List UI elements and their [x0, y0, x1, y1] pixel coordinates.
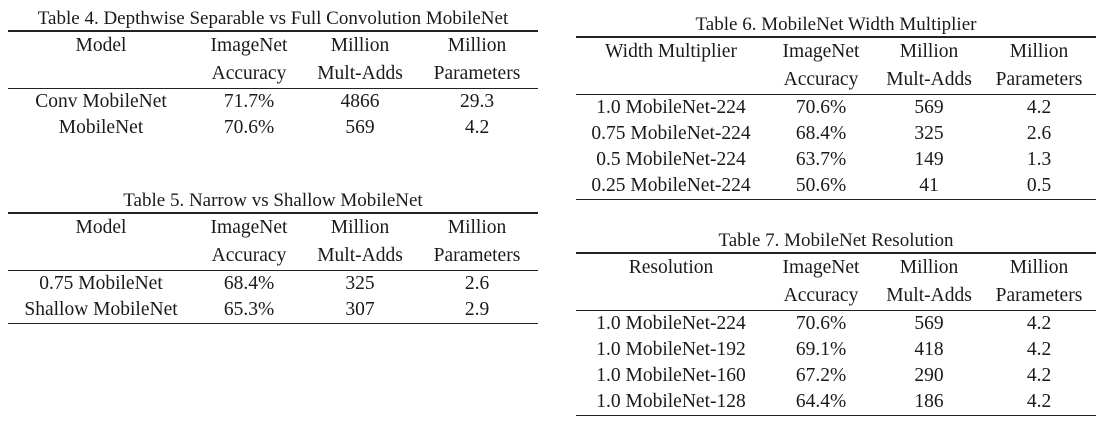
header-row: [8, 60, 538, 89]
column-header: Parameters: [433, 245, 521, 266]
table-cell: 1.0 MobileNet-192: [596, 339, 746, 360]
table-cell: 50.6%: [795, 175, 847, 196]
table-6: [576, 14, 1096, 200]
column-header: Million: [447, 217, 507, 238]
header-row: [8, 213, 538, 242]
table-cell: 69.1%: [795, 339, 847, 360]
table-row: [8, 115, 538, 141]
table-cell: 68.4%: [795, 123, 847, 144]
table-cell: 4.2: [464, 117, 490, 138]
results-table: [8, 30, 538, 141]
table-cell: 1.0 MobileNet-224: [596, 313, 746, 334]
table-cell: 63.7%: [795, 149, 847, 170]
results-table: [8, 212, 538, 324]
column-header: Million: [447, 35, 507, 56]
table-cell: 67.2%: [795, 365, 847, 386]
table-cell: 1.0 MobileNet-160: [596, 365, 746, 386]
table-cell: 325: [345, 273, 375, 294]
table-cell: 569: [345, 117, 375, 138]
table-row: [576, 173, 1096, 200]
table-cell: Shallow MobileNet: [24, 299, 178, 320]
column-header: Model: [75, 217, 127, 238]
header-row: [576, 66, 1096, 95]
header-row: [8, 31, 538, 60]
column-header: [576, 66, 766, 95]
header-row: [576, 37, 1096, 66]
table-cell: 0.5 MobileNet-224: [596, 149, 746, 170]
column-header: Million: [899, 41, 959, 62]
column-header: [8, 60, 194, 89]
table-cell: 1.3: [1026, 149, 1052, 170]
column-header: Million: [899, 257, 959, 278]
table-cell: 569: [914, 313, 944, 334]
header-row: [8, 242, 538, 271]
table-caption: Table 6. MobileNet Width Multiplier: [695, 14, 977, 35]
table-cell: 149: [914, 149, 944, 170]
column-header: ImageNet: [782, 41, 860, 62]
table-cell: 569: [914, 97, 944, 118]
table-caption: Table 5. Narrow vs Shallow MobileNet: [123, 190, 423, 211]
column-header: Width Multiplier: [605, 41, 737, 62]
column-header: Accuracy: [211, 245, 287, 266]
table-cell: 4.2: [1026, 97, 1052, 118]
table-cell: 64.4%: [795, 391, 847, 412]
column-header: Million: [330, 217, 390, 238]
table-row: [8, 271, 538, 298]
column-header: Mult-Adds: [886, 69, 972, 90]
column-header: [8, 242, 194, 271]
column-header: Accuracy: [211, 63, 287, 84]
table-cell: 0.25 MobileNet-224: [591, 175, 751, 196]
table-cell: 68.4%: [223, 273, 275, 294]
table-cell: 41: [919, 175, 939, 196]
table-cell: 29.3: [459, 91, 495, 112]
table-cell: 4.2: [1026, 339, 1052, 360]
column-header: Million: [1009, 41, 1069, 62]
column-header: Mult-Adds: [317, 245, 403, 266]
column-header: Million: [330, 35, 390, 56]
column-header: Model: [75, 35, 127, 56]
table-row: [576, 121, 1096, 147]
table-caption: Table 4. Depthwise Separable vs Full Convolution MobileNet: [37, 8, 509, 29]
table-cell: 4.2: [1026, 365, 1052, 386]
table-cell: 290: [914, 365, 944, 386]
table-cell: 2.6: [1026, 123, 1052, 144]
column-header: Accuracy: [783, 285, 859, 306]
table-row: [576, 389, 1096, 416]
table-cell: 70.6%: [795, 313, 847, 334]
table-cell: 70.6%: [223, 117, 275, 138]
table-4: [8, 8, 538, 141]
results-table: [576, 36, 1096, 200]
column-header: Mult-Adds: [317, 63, 403, 84]
table-row: [576, 337, 1096, 363]
table-cell: 1.0 MobileNet-128: [596, 391, 746, 412]
table-cell: MobileNet: [58, 117, 144, 138]
table-cell: 186: [914, 391, 944, 412]
table-cell: 0.75 MobileNet: [39, 273, 163, 294]
header-row: [576, 282, 1096, 311]
table-cell: 2.6: [464, 273, 490, 294]
column-header: Accuracy: [783, 69, 859, 90]
table-cell: 418: [914, 339, 944, 360]
table-cell: 0.5: [1026, 175, 1052, 196]
column-header: ImageNet: [210, 35, 288, 56]
table-cell: 307: [345, 299, 375, 320]
table-cell: 4866: [340, 91, 380, 112]
table-cell: 70.6%: [795, 97, 847, 118]
column-header: ImageNet: [210, 217, 288, 238]
table-cell: 1.0 MobileNet-224: [596, 97, 746, 118]
table-cell: 4.2: [1026, 391, 1052, 412]
table-cell: 0.75 MobileNet-224: [591, 123, 751, 144]
results-table: [576, 252, 1096, 416]
table-cell: 4.2: [1026, 313, 1052, 334]
column-header: Parameters: [995, 285, 1083, 306]
table-7: [576, 230, 1096, 416]
column-header: Million: [1009, 257, 1069, 278]
table-row: [8, 297, 538, 324]
table-row: [576, 311, 1096, 338]
column-header: ImageNet: [782, 257, 860, 278]
table-caption: Table 7. MobileNet Resolution: [718, 230, 954, 251]
column-header: Resolution: [628, 257, 714, 278]
table-cell: 71.7%: [223, 91, 275, 112]
table-cell: Conv MobileNet: [35, 91, 167, 112]
table-row: [576, 95, 1096, 122]
table-row: [8, 89, 538, 116]
table-row: [576, 147, 1096, 173]
column-header: Parameters: [995, 69, 1083, 90]
table-row: [576, 363, 1096, 389]
column-header: Parameters: [433, 63, 521, 84]
table-cell: 2.9: [464, 299, 490, 320]
table-cell: 65.3%: [223, 299, 275, 320]
column-header: [576, 282, 766, 311]
table-cell: 325: [914, 123, 944, 144]
column-header: Mult-Adds: [886, 285, 972, 306]
table-5: [8, 190, 538, 324]
header-row: [576, 253, 1096, 282]
